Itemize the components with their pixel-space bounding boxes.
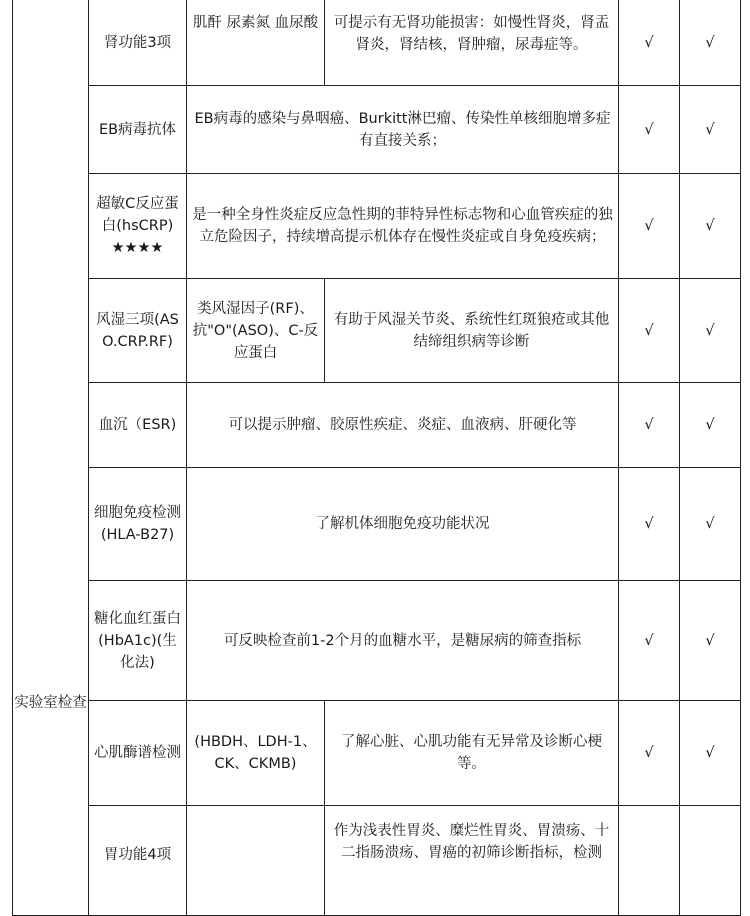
exam-table bbox=[12, 0, 741, 916]
item-name: 风湿三项(ASO.CRP.RF) bbox=[89, 279, 187, 383]
item-description: 作为浅表性胃炎、糜烂性胃炎、胃溃疡、十二指肠溃疡、胃癌的初筛诊断指标，检测 bbox=[325, 806, 619, 916]
item-description: 可以提示肿瘤、胶原性疾症、炎症、血液病、肝硬化等 bbox=[187, 383, 619, 468]
check-mark: √ bbox=[680, 701, 741, 806]
check-mark: √ bbox=[680, 86, 741, 174]
table-row bbox=[13, 383, 741, 468]
table-row bbox=[13, 806, 741, 916]
item-content: 类风湿因子(RF)、抗"O"(ASO)、C-反应蛋白 bbox=[187, 279, 325, 383]
check-mark: √ bbox=[619, 279, 680, 383]
item-content: 肌酐 尿素氮 血尿酸 bbox=[187, 0, 325, 86]
check-mark: √ bbox=[680, 279, 741, 383]
table-row bbox=[13, 581, 741, 701]
check-mark: √ bbox=[619, 174, 680, 279]
item-name: 血沉（ESR) bbox=[89, 383, 187, 468]
item-name: 胃功能4项 bbox=[89, 806, 187, 916]
check-mark: √ bbox=[619, 581, 680, 701]
check-mark: √ bbox=[680, 383, 741, 468]
table-row bbox=[13, 174, 741, 279]
item-description: 了解心脏、心肌功能有无异常及诊断心梗等。 bbox=[325, 701, 619, 806]
check-mark: √ bbox=[619, 468, 680, 581]
check-mark: √ bbox=[680, 468, 741, 581]
table-row bbox=[13, 468, 741, 581]
check-mark bbox=[619, 806, 680, 916]
check-mark: √ bbox=[680, 0, 741, 86]
check-mark: √ bbox=[680, 174, 741, 279]
item-content: (HBDH、LDH-1、CK、CKMB) bbox=[187, 701, 325, 806]
item-description: 有助于风湿关节炎、系统性红斑狼疮或其他结缔组织病等诊断 bbox=[325, 279, 619, 383]
check-mark: √ bbox=[619, 701, 680, 806]
check-mark: √ bbox=[619, 0, 680, 86]
item-description: 了解机体细胞免疫功能状况 bbox=[187, 468, 619, 581]
check-mark bbox=[680, 806, 741, 916]
item-name: EB病毒抗体 bbox=[89, 86, 187, 174]
item-description: 可提示有无肾功能损害：如慢性肾炎，肾盂肾炎，肾结核，肾肿瘤，尿毒症等。 bbox=[325, 0, 619, 86]
rating-stars: ★★★★ bbox=[111, 240, 164, 256]
item-description: 是一种全身性炎症反应急性期的菲特异性标志物和心血管疾症的独立危险因子，持续增高提示机体存在慢性炎症或自身免疫疾病； bbox=[187, 174, 619, 279]
item-content bbox=[187, 806, 325, 916]
item-description: 可反映检查前1-2个月的血糖水平，是糖尿病的筛查指标 bbox=[187, 581, 619, 701]
item-name: 肾功能3项 bbox=[89, 0, 187, 86]
table-row bbox=[13, 701, 741, 806]
item-name-text: 超敏C反应蛋白(hsCRP) bbox=[96, 196, 179, 234]
check-mark: √ bbox=[619, 86, 680, 174]
item-name: 细胞免疫检测(HLA-B27) bbox=[89, 468, 187, 581]
check-mark: √ bbox=[680, 581, 741, 701]
item-name: 心肌酶谱检测 bbox=[89, 701, 187, 806]
item-name bbox=[89, 174, 187, 279]
item-description: EB病毒的感染与鼻咽癌、Burkitt淋巴瘤、传染性单核细胞增多症有直接关系； bbox=[187, 86, 619, 174]
category-label: 实验室检查 bbox=[14, 695, 87, 711]
table-row bbox=[13, 279, 741, 383]
item-name: 糖化血红蛋白(HbA1c)(生化法) bbox=[89, 581, 187, 701]
check-mark: √ bbox=[619, 383, 680, 468]
table-row bbox=[13, 86, 741, 174]
table-row bbox=[13, 0, 741, 86]
category-cell bbox=[13, 0, 89, 916]
